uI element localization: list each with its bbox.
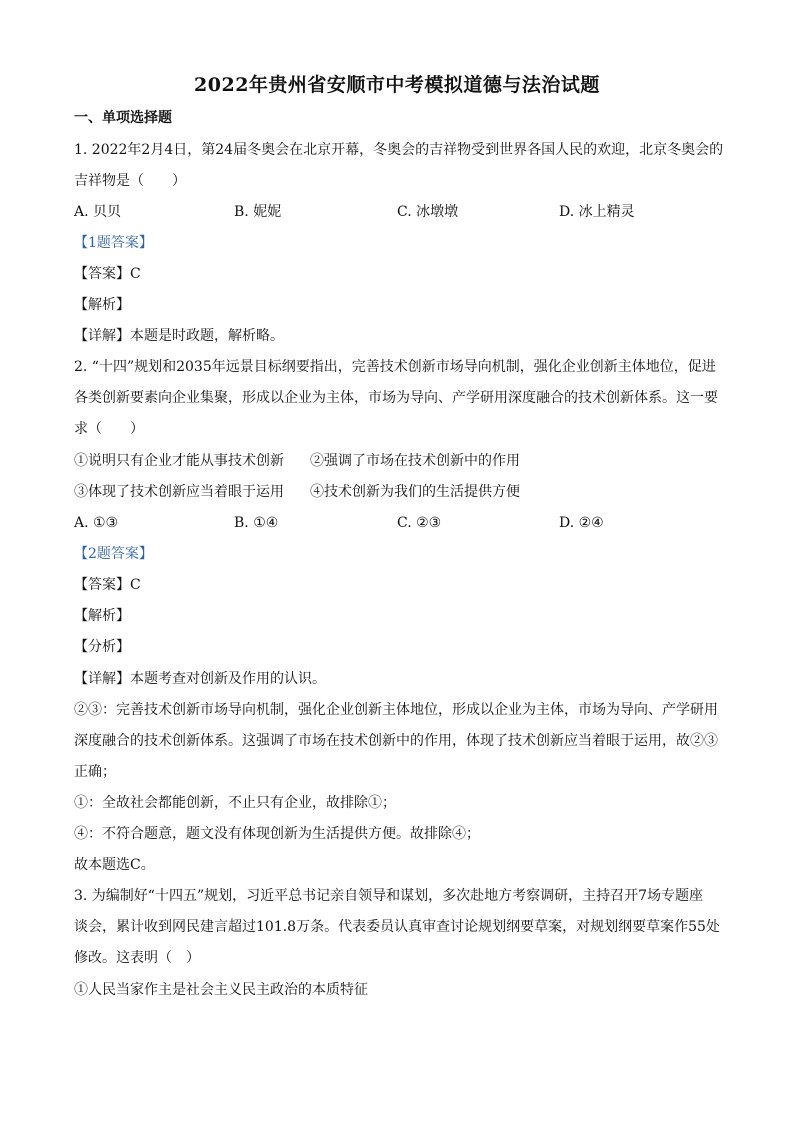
q2-option-b: B. ①④ [234, 515, 279, 531]
q2-statement-3: ③体现了技术创新应当着眼于运用 [74, 484, 284, 500]
q1-option-b: B. 妮妮 [234, 204, 282, 220]
q2-fenxi-label: 【分析】 [74, 639, 130, 655]
q1-answer-header: 【1题答案】 [74, 235, 153, 251]
q3-stem-line-1: 3. 为编制好“十四五”规划，习近平总书记亲自领导和谋划，多次赴地方考察调研，主持召开7场专题座 [74, 888, 704, 904]
q1-option-d: D. 冰上精灵 [559, 204, 635, 220]
q2-detail: 【详解】本题考查对创新及作用的认识。 [74, 671, 326, 687]
q1-analysis-label: 【解析】 [74, 297, 130, 313]
q2-option-a: A. ①③ [74, 515, 119, 531]
q2-analysis-label: 【解析】 [74, 608, 130, 624]
q3-stem-line-2: 谈会，累计收到网民建言超过101.8万条。代表委员认真审查讨论规划纲要草案，对规划纲要草案作55处 [74, 919, 720, 935]
q2-option-d: D. ②④ [559, 515, 604, 531]
q2-explanation-line-2: 深度融合的技术创新体系。这强调了市场在技术创新中的作用，体现了技术创新应当着眼于运用，故②③ [74, 733, 718, 749]
q2-explanation-line-3: 正确； [74, 764, 116, 780]
q2-statement-4: ④技术创新为我们的生活提供方便 [310, 484, 520, 500]
q1-detail: 【详解】本题是时政题，解析略。 [74, 328, 284, 344]
q2-statement-2: ②强调了市场在技术创新中的作用 [310, 453, 520, 469]
q3-statement-1: ①人民当家作主是社会主义民主政治的本质特征 [74, 982, 368, 998]
q1-stem-line-1: 1. 2022年2月4日，第24届冬奥会在北京开幕，冬奥会的吉祥物受到世界各国人民的欢迎，北京冬奥会的 [74, 142, 724, 158]
q2-stem-line-2: 各类创新要素向企业集聚，形成以企业为主体，市场为导向、产学研用深度融合的技术创新体系。这一要 [74, 390, 718, 406]
q2-answer: 【答案】C [74, 577, 141, 593]
q2-conclusion: 故本题选C。 [74, 857, 155, 873]
section-heading: 一、单项选择题 [74, 110, 172, 126]
q1-option-a: A. 贝贝 [74, 204, 122, 220]
q2-stem-line-3: 求（ ） [74, 421, 144, 437]
q2-explanation-2: ①：全故社会都能创新，不止只有企业，故排除①； [74, 795, 396, 811]
q3-stem-line-3: 修改。这表明（ ） [74, 950, 200, 966]
q2-option-c: C. ②③ [397, 515, 442, 531]
q2-answer-header: 【2题答案】 [74, 546, 153, 562]
q2-stem-line-1: 2. “十四”规划和2035年远景目标纲要指出，完善技术创新市场导向机制，强化企业创新主体地位，促进 [74, 359, 716, 375]
q1-answer: 【答案】C [74, 266, 141, 282]
q2-explanation-line-1: ②③：完善技术创新市场导向机制，强化企业创新主体地位，形成以企业为主体，市场为导向、产学研用 [74, 702, 718, 718]
page-title: 2022年贵州省安顺市中考模拟道德与法治试题 [194, 74, 600, 96]
q2-explanation-3: ④：不符合题意，题文没有体现创新为生活提供方便。故排除④； [74, 826, 480, 842]
q1-option-c: C. 冰墩墩 [397, 204, 459, 220]
q1-stem-line-2: 吉祥物是（ ） [74, 173, 186, 189]
q2-statement-1: ①说明只有企业才能从事技术创新 [74, 453, 284, 469]
